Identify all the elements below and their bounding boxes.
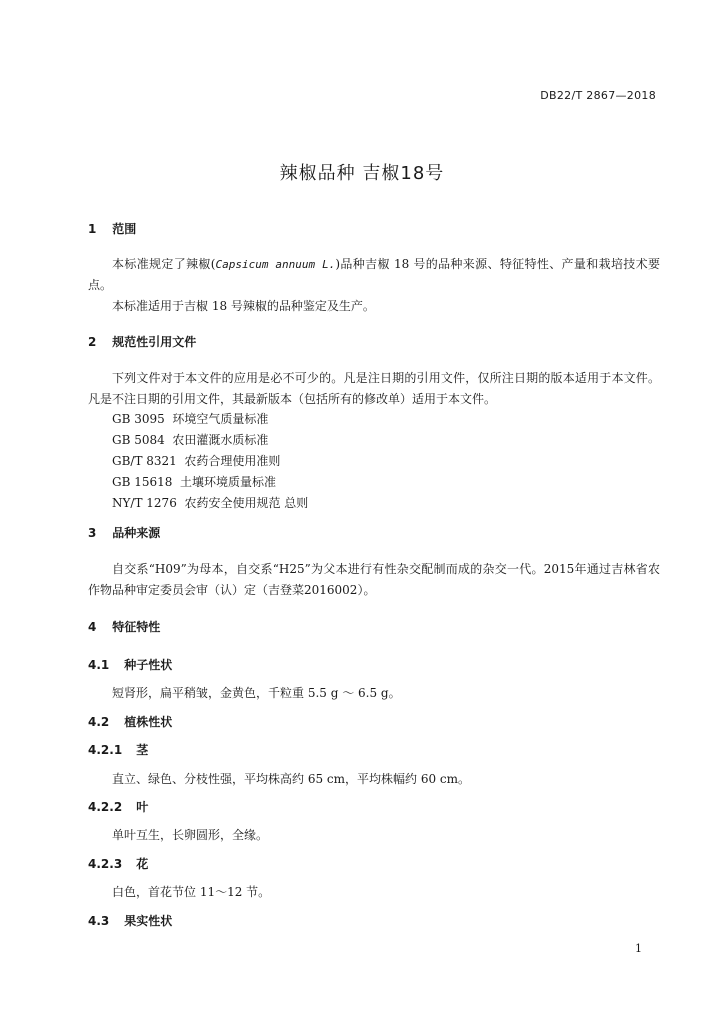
reference-item: GB 5084 农田灌溉水质标准 — [112, 433, 269, 447]
subsection-number: 4.2.2 — [88, 800, 123, 814]
stem-traits-text: 直立、绿色、分枝性强，平均株高约 65 cm，平均株幅约 60 cm。 — [112, 772, 470, 786]
reference-item: GB 15618 土壤环境质量标准 — [112, 475, 277, 489]
subsection-title: 种子性状 — [124, 658, 173, 672]
section-heading-1 — [88, 220, 136, 237]
paragraph-origin: 自交系“H09”为母本，自交系“H25”为父本进行有性杂交配制而成的杂交一代。2015年通过吉林省农作物品种审定委员会审（认）定（吉登菜2016002）。 — [88, 562, 660, 597]
subsection-title: 植株性状 — [124, 715, 173, 729]
subsection-title: 果实性状 — [124, 914, 173, 928]
subsection-heading-4-2-3 — [88, 855, 148, 872]
standard-number: DB22/T 2867—2018 — [540, 89, 656, 102]
section-title: 规范性引用文件 — [112, 335, 197, 349]
section-number: 4 — [88, 620, 97, 634]
text-segment: 本标准规定了辣椒( — [112, 257, 216, 271]
paragraph-references: 下列文件对于本文件的应用是必不可少的。凡是注日期的引用文件，仅所注日期的版本适用于本文件。凡是不注日期的引用文件，其最新版本（包括所有的修改单）适用于本文件。 — [88, 371, 660, 406]
reference-item: GB 3095 环境空气质量标准 — [112, 412, 269, 426]
section-title: 特征特性 — [112, 620, 161, 634]
section-number: 2 — [88, 335, 97, 349]
section-heading-2 — [88, 333, 196, 350]
subsection-heading-4-2-2 — [88, 798, 148, 815]
page-number: 1 — [635, 942, 642, 955]
subsection-title: 花 — [136, 857, 149, 871]
flower-traits-text: 白色，首花节位 11～12 节。 — [112, 885, 271, 899]
section-heading-3 — [88, 524, 160, 541]
subsection-title: 茎 — [136, 743, 149, 757]
reference-item: GB/T 8321 农药合理使用准则 — [112, 454, 281, 468]
paragraph-scope-1 — [88, 254, 660, 296]
subsection-heading-4-2 — [88, 713, 172, 730]
subsection-number: 4.2.3 — [88, 857, 123, 871]
subsection-heading-4-1 — [88, 656, 172, 673]
subsection-heading-4-3 — [88, 912, 172, 929]
leaf-traits-text: 单叶互生，长卵圆形，全缘。 — [112, 828, 269, 842]
section-heading-4 — [88, 618, 160, 635]
subsection-number: 4.1 — [88, 658, 110, 672]
subsection-heading-4-2-1 — [88, 741, 148, 758]
text-segment: )品种吉椒 18 号的品种来源、特征特性、产量和栽培技术要点。 — [88, 257, 660, 292]
section-number: 1 — [88, 222, 97, 236]
section-number: 3 — [88, 526, 97, 540]
reference-item: NY/T 1276 农药安全使用规范 总则 — [112, 496, 309, 510]
subsection-number: 4.2.1 — [88, 743, 123, 757]
document-title: 辣椒品种 吉椒18号 — [279, 163, 445, 184]
subsection-number: 4.3 — [88, 914, 110, 928]
paragraph-scope-2: 本标准适用于吉椒 18 号辣椒的品种鉴定及生产。 — [112, 299, 375, 313]
subsection-title: 叶 — [136, 800, 149, 814]
subsection-number: 4.2 — [88, 715, 110, 729]
latin-name: Capsicum annuum L. — [215, 258, 336, 271]
seed-traits-text: 短肾形，扁平稍皱，金黄色，千粒重 5.5 g ～ 6.5 g。 — [112, 686, 401, 700]
section-title: 范围 — [112, 222, 137, 236]
section-title: 品种来源 — [112, 526, 161, 540]
